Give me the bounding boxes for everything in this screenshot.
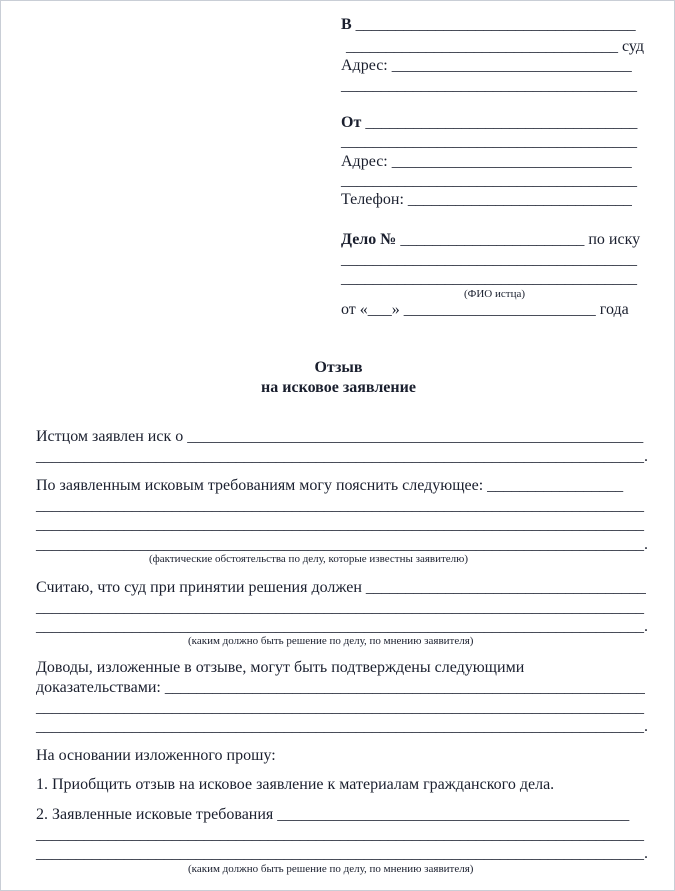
claim-line-1: Истцом заявлен иск о _________________________________________________________ — [36, 428, 644, 445]
request-item-2-line-1: 2. Заявленные исковые требования ____________________________________________ — [36, 806, 630, 823]
court-address-line: Адрес: ______________________________ — [341, 57, 632, 74]
request-intro: На основании изложенного прошу: — [36, 747, 276, 764]
case-number-line — [341, 230, 640, 250]
decision-line-3: ____________________________________________________________________________. — [36, 618, 648, 635]
recipient-blank: ___________________________________ — [351, 16, 636, 33]
document-subtitle: на исковое заявление — [261, 379, 416, 396]
evidence-line-4: ____________________________________________________________________________. — [36, 718, 648, 735]
evidence-line-1: Доводы, изложенные в отзыве, могут быть подтверждены следующими — [36, 659, 525, 676]
court-address-blank: _____________________________________ — [341, 77, 637, 94]
sender-phone-line: Телефон: ____________________________ — [341, 191, 632, 208]
plaintiff-blank-2: _____________________________________ — [341, 270, 637, 287]
sender-blank: __________________________________ — [361, 114, 638, 131]
court-line: __________________________________ суд — [345, 38, 644, 55]
explanation-line-4: ____________________________________________________________________________. — [36, 536, 648, 553]
recipient-label: В — [341, 16, 352, 33]
date-line: от «___» ________________________ года — [341, 301, 629, 318]
claim-line-2: ____________________________________________________________________________. — [36, 448, 648, 465]
explanation-caption: (фактические обстоятельства по делу, которые известны заявителю) — [149, 553, 469, 565]
request-item-1: 1. Приобщить отзыв на исковое заявление к материалам гражданского дела. — [36, 776, 555, 793]
document-title: Отзыв — [314, 359, 363, 376]
sender-address-line: Адрес: ______________________________ — [341, 153, 632, 170]
recipient-court-line — [341, 15, 646, 35]
plaintiff-blank-1: _____________________________________ — [341, 251, 637, 268]
decision-caption: (каким должно быть решение по делу, по мнению заявителя) — [188, 635, 474, 647]
sender-address-blank: _____________________________________ — [341, 172, 637, 189]
case-number-rest: _______________________ по иску — [396, 231, 641, 248]
decision-line-2: ____________________________________________________________________________ — [36, 599, 644, 616]
decision-line-1: Считаю, что суд при принятии решения должен ___________________________________ — [36, 579, 646, 596]
case-number-label: Дело № — [341, 231, 397, 248]
request-item-2-caption: (каким должно быть решение по делу, по мнению заявителя) — [188, 863, 474, 875]
request-item-2-line-3: ____________________________________________________________________________. — [36, 845, 648, 862]
evidence-line-2: доказательствами: ____________________________________________________________ — [36, 679, 645, 696]
explanation-line-2: ____________________________________________________________________________ — [36, 497, 644, 514]
evidence-line-3: ____________________________________________________________________________ — [36, 699, 644, 716]
sender-blank-line: _____________________________________ — [341, 133, 637, 150]
sender-label: От — [341, 114, 362, 131]
sender-line — [341, 113, 637, 133]
explanation-line-3: ____________________________________________________________________________ — [36, 516, 644, 533]
explanation-line-1: По заявленным исковым требованиям могу пояснить следующее: _________________ — [36, 477, 624, 494]
request-item-2-line-2: ____________________________________________________________________________ — [36, 826, 644, 843]
plaintiff-caption: (ФИО истца) — [464, 288, 525, 300]
